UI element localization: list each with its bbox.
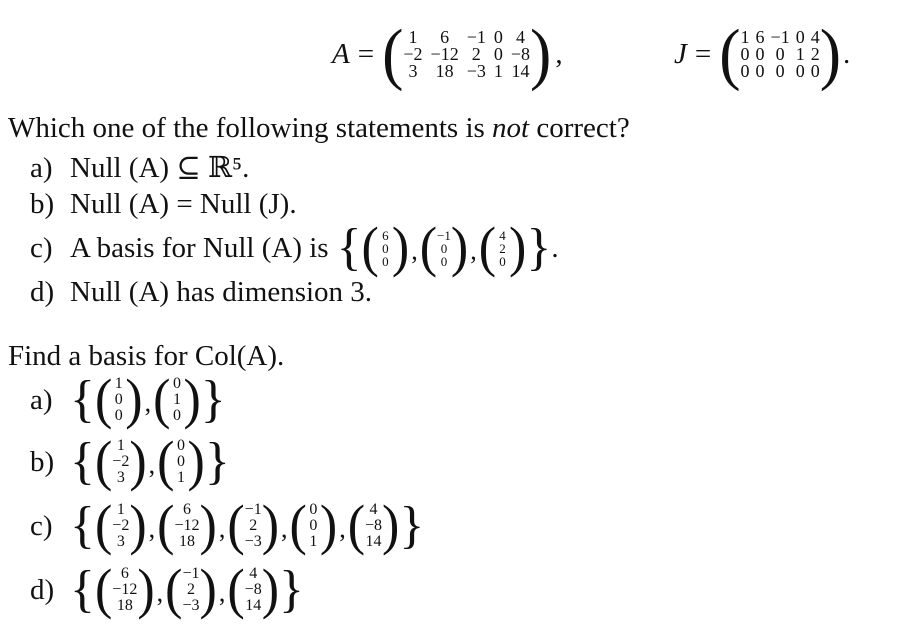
vector-entry: −3 bbox=[182, 597, 200, 614]
vector-entry: 1 bbox=[116, 501, 125, 518]
column-vector bbox=[361, 216, 410, 279]
vector-entries bbox=[112, 566, 137, 614]
right-paren: ) bbox=[129, 430, 147, 493]
vector-entries bbox=[112, 376, 125, 424]
left-paren: ( bbox=[157, 494, 175, 557]
matrix-entry: 6 bbox=[440, 26, 450, 47]
question-2: Find a basis for Col(A). bbox=[8, 340, 285, 372]
vector-entry: −1 bbox=[437, 227, 451, 243]
left-brace: { bbox=[336, 219, 362, 276]
vector-entry: 0 bbox=[176, 453, 185, 470]
comma: , bbox=[555, 37, 563, 70]
matrix-entry: 0 bbox=[795, 26, 805, 47]
matrix-entry: 0 bbox=[755, 60, 765, 81]
option-label: a) bbox=[30, 383, 53, 416]
right-paren: ) bbox=[819, 15, 842, 92]
vector-entry: 0 bbox=[382, 240, 389, 256]
matrix-j-definition bbox=[674, 15, 851, 92]
left-paren: ( bbox=[94, 494, 113, 557]
comma: , bbox=[218, 578, 226, 607]
option-label: a) bbox=[30, 152, 53, 184]
left-paren: ( bbox=[94, 368, 113, 431]
left-paren: ( bbox=[347, 494, 366, 557]
vector-entries bbox=[245, 566, 262, 614]
vector-entry: 0 bbox=[172, 407, 181, 424]
matrix-entry: 0 bbox=[810, 60, 820, 81]
column-vector bbox=[94, 558, 155, 621]
left-paren: ( bbox=[153, 368, 171, 431]
comma: , bbox=[339, 514, 346, 543]
left-paren: ( bbox=[165, 558, 183, 621]
right-paren: ) bbox=[125, 368, 143, 431]
vector-entry: 1 bbox=[176, 469, 185, 486]
right-paren: ) bbox=[137, 558, 155, 621]
option-label: b) bbox=[30, 188, 55, 220]
right-paren: ) bbox=[319, 494, 338, 557]
comma: , bbox=[144, 388, 152, 417]
vector-entry: −1 bbox=[244, 501, 262, 518]
column-vector bbox=[94, 368, 143, 431]
column-vector bbox=[157, 494, 217, 557]
matrix-entry: −1 bbox=[466, 26, 486, 47]
comma: , bbox=[281, 514, 288, 543]
right-paren: ) bbox=[183, 368, 201, 431]
left-brace: { bbox=[70, 433, 95, 490]
comma: , bbox=[156, 578, 164, 607]
left-paren: ( bbox=[419, 216, 438, 279]
matrix-entry: 6 bbox=[755, 26, 765, 47]
matrix-entry: 0 bbox=[755, 43, 765, 64]
question-1-text: Which one of the following statements is bbox=[8, 112, 493, 144]
left-paren: ( bbox=[227, 494, 245, 557]
vector-entries bbox=[365, 502, 382, 550]
matrix-entry: 1 bbox=[493, 60, 503, 81]
right-paren: ) bbox=[199, 494, 217, 557]
matrix-entry: 2 bbox=[810, 43, 820, 64]
matrix-j bbox=[719, 15, 842, 92]
question-1 bbox=[8, 112, 630, 145]
vector-entry: −12 bbox=[112, 581, 138, 598]
q1-option-c[interactable] bbox=[30, 216, 559, 279]
option-text: Null (A) has dimension 3. bbox=[70, 276, 373, 308]
vector-entry: 0 bbox=[309, 517, 318, 534]
vector-entry: 6 bbox=[382, 227, 389, 243]
matrix-a-name: A bbox=[332, 37, 350, 70]
comma: , bbox=[148, 514, 156, 543]
vector-entries bbox=[437, 229, 451, 268]
option-label: d) bbox=[30, 276, 55, 308]
vector-entry: 4 bbox=[369, 501, 378, 518]
column-vector bbox=[157, 430, 205, 493]
vector-entry: 0 bbox=[176, 437, 185, 454]
option-label: c) bbox=[30, 509, 53, 542]
matrix-entry: 0 bbox=[775, 43, 785, 64]
vector-entries bbox=[174, 438, 187, 486]
vector-entry: 1 bbox=[114, 375, 123, 392]
option-text: A basis for Null (A) is bbox=[70, 231, 329, 264]
matrix-entry: −2 bbox=[403, 43, 423, 64]
vector-entry: 0 bbox=[172, 375, 181, 392]
matrix-j-entries bbox=[740, 26, 820, 81]
matrix-a-entries bbox=[403, 26, 531, 81]
matrix-entry: 0 bbox=[795, 60, 805, 81]
question-1-emphasis: not bbox=[492, 112, 530, 144]
vector-entry: 0 bbox=[440, 253, 448, 269]
column-vector bbox=[165, 558, 217, 621]
left-paren: ( bbox=[382, 15, 404, 92]
null-basis-set bbox=[336, 216, 552, 279]
column-vector bbox=[227, 494, 280, 557]
vector-entry: 1 bbox=[172, 391, 181, 408]
matrix-entry: −1 bbox=[770, 26, 790, 47]
right-paren: ) bbox=[261, 494, 280, 557]
equals-sign: = bbox=[694, 37, 712, 70]
matrix-entry: 0 bbox=[493, 26, 503, 47]
vector-entry: 0 bbox=[114, 391, 123, 408]
q2-option-d[interactable] bbox=[30, 558, 304, 621]
vector-entry: 14 bbox=[365, 533, 382, 550]
matrix-entry: 1 bbox=[408, 26, 418, 47]
matrix-entry: −8 bbox=[510, 43, 531, 64]
option-text: Null (A) ⊆ ℝ⁵. bbox=[70, 152, 250, 184]
q2-option-a[interactable] bbox=[30, 368, 226, 431]
vector-entry: 6 bbox=[183, 501, 191, 518]
right-paren: ) bbox=[382, 494, 400, 557]
vector-entry: 6 bbox=[120, 565, 129, 582]
matrix-entry: 4 bbox=[515, 26, 525, 47]
vector-entry: −2 bbox=[112, 453, 130, 470]
q2-option-b[interactable] bbox=[30, 430, 230, 493]
matrix-entry: 0 bbox=[493, 43, 503, 64]
vector-entry: −12 bbox=[174, 517, 200, 534]
left-paren: ( bbox=[157, 430, 175, 493]
option-label: d) bbox=[30, 573, 55, 606]
right-brace: } bbox=[526, 219, 552, 276]
basis-set bbox=[70, 494, 425, 557]
left-paren: ( bbox=[361, 216, 379, 279]
right-brace: } bbox=[279, 561, 304, 618]
option-label: b) bbox=[30, 445, 55, 478]
right-paren: ) bbox=[187, 430, 205, 493]
column-vector bbox=[94, 430, 147, 493]
vector-entry: 2 bbox=[249, 517, 258, 534]
vector-entry: 3 bbox=[116, 469, 125, 486]
vector-entry: 4 bbox=[249, 565, 258, 582]
equals-sign: = bbox=[357, 37, 375, 70]
right-brace: } bbox=[399, 497, 425, 554]
column-vector bbox=[289, 494, 338, 557]
right-paren: ) bbox=[509, 216, 527, 279]
vector-entries bbox=[112, 502, 129, 550]
comma: , bbox=[148, 450, 156, 479]
vector-entry: 18 bbox=[179, 533, 195, 550]
vector-entry: 0 bbox=[440, 240, 448, 256]
q1-option-b[interactable] bbox=[30, 188, 297, 221]
vector-entries bbox=[182, 566, 199, 614]
right-paren: ) bbox=[199, 558, 217, 621]
vector-entries bbox=[379, 229, 392, 268]
right-brace: } bbox=[204, 433, 230, 490]
matrix-entry: 0 bbox=[740, 60, 750, 81]
right-paren: ) bbox=[261, 558, 280, 621]
vector-entry: −8 bbox=[365, 517, 383, 534]
basis-set bbox=[70, 368, 226, 431]
vector-entries bbox=[170, 376, 183, 424]
matrix-entry: 1 bbox=[795, 43, 805, 64]
vector-entry: 1 bbox=[116, 437, 125, 454]
matrix-entry: 14 bbox=[511, 60, 530, 81]
basis-set bbox=[70, 558, 304, 621]
right-paren: ) bbox=[391, 216, 410, 279]
matrix-entry: 2 bbox=[471, 43, 481, 64]
column-vector bbox=[478, 216, 527, 279]
left-brace: { bbox=[70, 497, 95, 554]
matrix-entry: 0 bbox=[740, 43, 750, 64]
matrix-entry: 18 bbox=[435, 60, 454, 81]
vector-entry: −3 bbox=[244, 533, 262, 550]
vector-entry: 4 bbox=[499, 227, 506, 243]
matrix-entry: −12 bbox=[430, 43, 459, 64]
comma: , bbox=[470, 236, 477, 265]
vector-entry: 18 bbox=[116, 597, 133, 614]
comma: , bbox=[411, 236, 418, 265]
vector-entry: 0 bbox=[382, 253, 389, 269]
matrix-entry: 0 bbox=[775, 60, 785, 81]
basis-set bbox=[70, 430, 230, 493]
option-text: Null (A) = Null (J). bbox=[70, 188, 297, 220]
right-paren: ) bbox=[129, 494, 147, 557]
column-vector bbox=[94, 494, 147, 557]
vector-entry: 2 bbox=[187, 581, 195, 598]
comma: , bbox=[218, 514, 226, 543]
left-paren: ( bbox=[478, 216, 497, 279]
vector-entry: 0 bbox=[499, 253, 506, 269]
left-paren: ( bbox=[94, 430, 113, 493]
vector-entry: 14 bbox=[245, 597, 262, 614]
left-paren: ( bbox=[289, 494, 307, 557]
vector-entry: −8 bbox=[244, 581, 262, 598]
matrix-a bbox=[382, 15, 552, 92]
vector-entry: 0 bbox=[114, 407, 123, 424]
right-brace: } bbox=[200, 371, 226, 428]
matrix-j-name: J bbox=[674, 37, 687, 70]
matrix-entry: 3 bbox=[408, 60, 418, 81]
q2-option-c[interactable] bbox=[30, 494, 425, 557]
question-1-text-end: correct? bbox=[529, 112, 630, 144]
vector-entry: −2 bbox=[112, 517, 130, 534]
left-brace: { bbox=[70, 371, 95, 428]
vector-entry: 1 bbox=[309, 533, 318, 550]
q1-option-a[interactable] bbox=[30, 150, 249, 185]
matrix-a-definition bbox=[332, 15, 563, 92]
vector-entry: 3 bbox=[116, 533, 125, 550]
right-paren: ) bbox=[530, 15, 552, 92]
column-vector bbox=[347, 494, 400, 557]
vector-entries bbox=[112, 438, 129, 486]
left-paren: ( bbox=[719, 15, 741, 92]
period: . bbox=[551, 231, 559, 264]
left-paren: ( bbox=[227, 558, 245, 621]
vector-entries bbox=[307, 502, 320, 550]
column-vector bbox=[153, 368, 201, 431]
matrix-entry: −3 bbox=[466, 60, 486, 81]
matrix-entry: 1 bbox=[740, 26, 750, 47]
left-brace: { bbox=[70, 561, 95, 618]
vector-entries bbox=[174, 502, 199, 550]
vector-entries bbox=[245, 502, 262, 550]
vector-entry: 0 bbox=[309, 501, 318, 518]
vector-entry: −1 bbox=[182, 565, 200, 582]
vector-entries bbox=[496, 229, 509, 268]
vector-entry: 2 bbox=[499, 240, 506, 256]
option-label: c) bbox=[30, 231, 53, 264]
period: . bbox=[843, 37, 851, 70]
column-vector bbox=[419, 216, 469, 279]
q1-option-d[interactable] bbox=[30, 276, 372, 309]
matrix-entry: 4 bbox=[810, 26, 820, 47]
column-vector bbox=[227, 558, 280, 621]
right-paren: ) bbox=[450, 216, 469, 279]
left-paren: ( bbox=[94, 558, 113, 621]
